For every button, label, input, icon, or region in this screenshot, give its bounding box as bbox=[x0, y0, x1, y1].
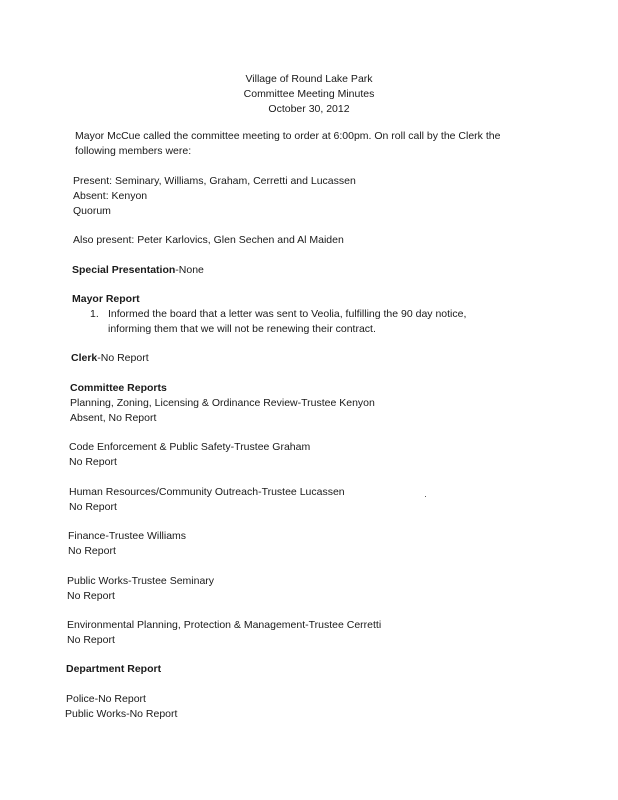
committee-item-title: Planning, Zoning, Licensing & Ordinance Review-Trustee Kenyon bbox=[70, 397, 375, 409]
present-members: Present: Seminary, Williams, Graham, Cerretti and Lucassen bbox=[73, 175, 356, 187]
quorum-status: Quorum bbox=[73, 205, 111, 217]
committee-item-status: No Report bbox=[67, 634, 115, 646]
committee-item-title: Public Works-Trustee Seminary bbox=[67, 575, 215, 587]
department-report-heading bbox=[66, 662, 161, 677]
mayor-item-line-1: Informed the board that a letter was sent to Veolia, fulfilling the 90 day notice, bbox=[108, 308, 467, 320]
committee-item-status: Absent, No Report bbox=[70, 412, 157, 424]
opening-line-2: following members were: bbox=[75, 145, 192, 157]
committee-item-status: No Report bbox=[67, 590, 115, 602]
special-presentation bbox=[72, 263, 204, 278]
also-present: Also present: Peter Karlovics, Glen Sechen and Al Maiden bbox=[73, 234, 344, 246]
clerk-report bbox=[71, 351, 149, 366]
scan-speck bbox=[425, 496, 426, 497]
committee-item bbox=[68, 529, 186, 559]
list-item-number: 1. bbox=[90, 308, 99, 320]
opening-paragraph bbox=[75, 129, 500, 159]
committee-item bbox=[69, 485, 345, 515]
document-header bbox=[0, 72, 618, 117]
committee-item-status: No Report bbox=[68, 545, 116, 557]
committee-item bbox=[67, 574, 214, 604]
committee-reports-heading: Committee Reports bbox=[70, 382, 167, 394]
special-presentation-value: -None bbox=[175, 264, 204, 276]
police-report: Police-No Report bbox=[66, 693, 146, 705]
document-title: Committee Meeting Minutes bbox=[243, 88, 375, 100]
absent-members: Absent: Kenyon bbox=[73, 190, 148, 202]
department-report-section bbox=[66, 692, 177, 722]
clerk-label: Clerk bbox=[71, 352, 98, 364]
committee-item-status: No Report bbox=[69, 456, 117, 468]
committee-item-title: Human Resources/Community Outreach-Trustee Lucassen bbox=[69, 486, 345, 498]
mayor-report-section bbox=[72, 292, 466, 337]
mayor-item-line-2: informing them that we will not be renewing their contract. bbox=[108, 323, 376, 335]
department-report-heading-text: Department Report bbox=[66, 663, 162, 675]
mayor-report-list bbox=[72, 307, 466, 337]
meeting-date: October 30, 2012 bbox=[268, 103, 350, 115]
org-name: Village of Round Lake Park bbox=[245, 73, 373, 85]
special-presentation-label: Special Presentation bbox=[72, 264, 176, 276]
committee-item bbox=[69, 440, 310, 470]
committee-item-status: No Report bbox=[69, 501, 117, 513]
committee-item-title: Finance-Trustee Williams bbox=[68, 530, 187, 542]
list-item bbox=[72, 307, 466, 337]
public-works-report: Public Works-No Report bbox=[65, 708, 178, 720]
clerk-value: -No Report bbox=[97, 352, 149, 364]
committee-item bbox=[67, 618, 381, 648]
attendance-section bbox=[73, 174, 356, 219]
mayor-report-heading: Mayor Report bbox=[72, 293, 140, 305]
opening-line-1: Mayor McCue called the committee meeting to order at 6:00pm. On roll call by the Clerk the bbox=[75, 130, 501, 142]
committee-item-title: Code Enforcement & Public Safety-Trustee Graham bbox=[69, 441, 311, 453]
committee-reports-section bbox=[70, 381, 375, 426]
committee-item-title: Environmental Planning, Protection & Management-Trustee Cerretti bbox=[67, 619, 382, 631]
